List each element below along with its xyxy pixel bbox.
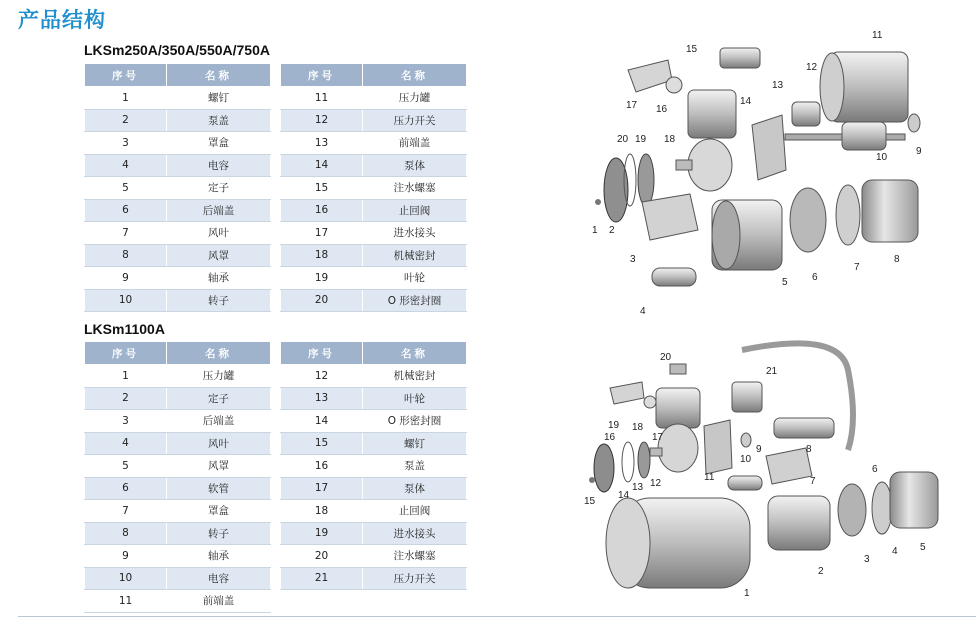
- bottom-divider: [18, 616, 976, 617]
- part-number-cell: 6: [85, 199, 167, 222]
- callout-label: 18: [632, 422, 644, 433]
- table-row: [85, 500, 271, 523]
- part-bearing: [908, 114, 920, 132]
- table-row: [281, 244, 467, 267]
- callout-label: 17: [652, 432, 664, 443]
- table-row: [281, 500, 467, 523]
- part-mechanical-seal: [650, 448, 662, 456]
- callout-label: 16: [656, 104, 668, 115]
- table-row: [281, 87, 467, 110]
- part-screw: [589, 477, 595, 483]
- callout-label: 7: [854, 262, 860, 273]
- part-inlet-connector: [610, 382, 644, 404]
- part-name-cell: 泵体: [363, 477, 467, 500]
- part-name-cell: 前端盖: [363, 132, 467, 155]
- part-cover-box: [642, 194, 698, 240]
- part-check-valve: [666, 77, 682, 93]
- part-number-cell: 18: [281, 244, 363, 267]
- part-pump-body: [656, 388, 700, 472]
- callout-label: 6: [812, 272, 818, 283]
- callout-label: 10: [740, 454, 752, 465]
- part-number-cell: 1: [85, 87, 167, 110]
- callout-label: 10: [876, 152, 888, 163]
- part-name-cell: 转子: [167, 522, 271, 545]
- table-row: [281, 545, 467, 568]
- part-fill-plug: [670, 364, 686, 374]
- callout-label: 14: [618, 490, 630, 501]
- table-row: [281, 387, 467, 410]
- table-row: [281, 432, 467, 455]
- table-row: [281, 455, 467, 478]
- table-row: [281, 410, 467, 433]
- part-name-cell: O 形密封圈: [363, 289, 467, 312]
- part-number-cell: 7: [85, 500, 167, 523]
- part-pump-body: [688, 90, 736, 191]
- part-front-end-cover: [704, 420, 732, 474]
- table-row: [281, 222, 467, 245]
- table-row: [85, 177, 271, 200]
- part-name-cell: 螺钉: [167, 87, 271, 110]
- part-name-cell: 定子: [167, 177, 271, 200]
- part-o-ring: [622, 442, 634, 482]
- table-row: [85, 590, 271, 613]
- part-number-cell: 13: [281, 132, 363, 155]
- part-number-cell: 12: [281, 109, 363, 132]
- part-number-cell: 11: [85, 590, 167, 613]
- part-name-cell: 轴承: [167, 545, 271, 568]
- parts-table-2-right: [280, 341, 467, 590]
- callout-label: 21: [766, 366, 778, 377]
- header-no: 序号: [85, 342, 167, 365]
- callout-label: 7: [810, 476, 816, 487]
- table-row: [281, 267, 467, 290]
- part-rotor: [774, 418, 834, 438]
- part-name-cell: 罩盒: [167, 500, 271, 523]
- header-name: 名称: [363, 342, 467, 365]
- part-name-cell: 后端盖: [167, 410, 271, 433]
- part-number-cell: 5: [85, 177, 167, 200]
- part-number-cell: 15: [281, 432, 363, 455]
- callout-label: 9: [916, 146, 922, 157]
- part-name-cell: 注水螺塞: [363, 545, 467, 568]
- part-name-cell: 风叶: [167, 222, 271, 245]
- part-pressure-tank: [820, 52, 908, 122]
- table-row: [85, 522, 271, 545]
- part-fan: [836, 185, 860, 245]
- part-name-cell: 风叶: [167, 432, 271, 455]
- part-number-cell: 10: [85, 289, 167, 312]
- part-name-cell: 进水接头: [363, 222, 467, 245]
- callout-label: 19: [635, 134, 647, 145]
- part-number-cell: 5: [85, 455, 167, 478]
- callout-label: 3: [864, 554, 870, 565]
- part-number-cell: 20: [281, 545, 363, 568]
- part-impeller: [638, 442, 650, 478]
- callout-label: 13: [632, 482, 644, 493]
- part-number-cell: 7: [85, 222, 167, 245]
- callout-label: 18: [664, 134, 676, 145]
- part-number-cell: 11: [281, 87, 363, 110]
- callout-label: 6: [872, 464, 878, 475]
- part-name-cell: 定子: [167, 387, 271, 410]
- part-name-cell: 泵盖: [363, 455, 467, 478]
- callout-label: 13: [772, 80, 784, 91]
- part-name-cell: 转子: [167, 289, 271, 312]
- part-number-cell: 14: [281, 410, 363, 433]
- part-number-cell: 4: [85, 432, 167, 455]
- part-name-cell: 螺钉: [363, 432, 467, 455]
- table-row: [85, 132, 271, 155]
- header-name: 名称: [167, 342, 271, 365]
- part-pressure-switch: [732, 382, 762, 412]
- part-name-cell: 风罩: [167, 455, 271, 478]
- table-row: [281, 132, 467, 155]
- table-row: [85, 109, 271, 132]
- part-mechanical-seal: [676, 160, 692, 170]
- part-pump-cover: [594, 444, 614, 492]
- callout-label: 8: [806, 444, 812, 455]
- part-number-cell: 13: [281, 387, 363, 410]
- table-row: [85, 477, 271, 500]
- table-row: [85, 545, 271, 568]
- callout-label: 20: [660, 352, 672, 363]
- table-row: [85, 289, 271, 312]
- part-name-cell: 进水接头: [363, 522, 467, 545]
- part-stator: [768, 496, 830, 550]
- part-name-cell: 电容: [167, 154, 271, 177]
- table-row: [281, 477, 467, 500]
- part-number-cell: 8: [85, 244, 167, 267]
- callout-label: 17: [626, 100, 638, 111]
- part-front-end-cover: [752, 115, 786, 180]
- callout-label: 11: [872, 30, 883, 41]
- parts-table-2-left: [84, 341, 271, 613]
- callout-label: 2: [609, 225, 615, 236]
- table-row: [85, 567, 271, 590]
- part-number-cell: 15: [281, 177, 363, 200]
- part-number-cell: 1: [85, 365, 167, 388]
- part-name-cell: 前端盖: [167, 590, 271, 613]
- section-title-2: LKSm1100A: [84, 321, 165, 337]
- table-row: [85, 244, 271, 267]
- table-row: [85, 199, 271, 222]
- part-name-cell: 叶轮: [363, 387, 467, 410]
- part-number-cell: 3: [85, 132, 167, 155]
- part-name-cell: 压力罐: [167, 365, 271, 388]
- part-rear-end-cover: [790, 188, 826, 252]
- callout-label: 9: [756, 444, 762, 455]
- part-name-cell: 后端盖: [167, 199, 271, 222]
- part-number-cell: 20: [281, 289, 363, 312]
- part-number-cell: 2: [85, 109, 167, 132]
- table-row: [85, 387, 271, 410]
- parts-table-1-left: [84, 63, 271, 312]
- callout-label: 14: [740, 96, 752, 107]
- callout-label: 5: [920, 542, 926, 553]
- part-name-cell: 电容: [167, 567, 271, 590]
- callout-label: 19: [608, 420, 620, 431]
- part-number-cell: 4: [85, 154, 167, 177]
- callout-label: 1: [744, 588, 750, 599]
- part-stator: [712, 200, 782, 270]
- part-fan-cover: [890, 472, 938, 528]
- exploded-diagram-1: [580, 30, 970, 320]
- part-name-cell: 叶轮: [363, 267, 467, 290]
- part-number-cell: 8: [85, 522, 167, 545]
- table-row: [85, 410, 271, 433]
- part-fan-cover: [862, 180, 918, 242]
- table-row: [281, 199, 467, 222]
- callout-label: 2: [818, 566, 824, 577]
- table-row: [281, 289, 467, 312]
- header-name: 名称: [363, 64, 467, 87]
- part-fan: [872, 482, 892, 534]
- part-capacitor: [652, 268, 696, 286]
- table-row: [281, 365, 467, 388]
- part-name-cell: 注水螺塞: [363, 177, 467, 200]
- part-number-cell: 17: [281, 477, 363, 500]
- part-number-cell: 3: [85, 410, 167, 433]
- table-row: [281, 522, 467, 545]
- header-no: 序号: [281, 64, 363, 87]
- table-row: [281, 177, 467, 200]
- part-inlet-connector: [628, 60, 672, 92]
- part-number-cell: 21: [281, 567, 363, 590]
- part-pressure-tank: [606, 498, 750, 588]
- part-bearing: [741, 433, 751, 447]
- page-title: 产品结构: [18, 8, 106, 32]
- part-name-cell: 压力罐: [363, 87, 467, 110]
- table-row: [85, 365, 271, 388]
- part-capacitor: [728, 476, 762, 490]
- section-title-1: LKSm250A/350A/550A/750A: [84, 42, 270, 58]
- part-number-cell: 9: [85, 545, 167, 568]
- callout-label: 5: [782, 277, 788, 288]
- callout-label: 4: [640, 306, 646, 317]
- table-row: [281, 567, 467, 590]
- callout-label: 20: [617, 134, 629, 145]
- header-no: 序号: [281, 342, 363, 365]
- header-no: 序号: [85, 64, 167, 87]
- table-row: [281, 109, 467, 132]
- part-name-cell: 罩盒: [167, 132, 271, 155]
- part-name-cell: 压力开关: [363, 567, 467, 590]
- header-name: 名称: [167, 64, 271, 87]
- part-number-cell: 6: [85, 477, 167, 500]
- part-name-cell: 风罩: [167, 244, 271, 267]
- table-row: [85, 455, 271, 478]
- table-row: [85, 87, 271, 110]
- part-name-cell: 止回阀: [363, 500, 467, 523]
- table-row: [85, 222, 271, 245]
- callout-label: 12: [650, 478, 662, 489]
- exploded-diagram-2: [580, 330, 970, 614]
- callout-label: 16: [604, 432, 616, 443]
- callout-label: 15: [584, 496, 596, 507]
- table-row: [85, 432, 271, 455]
- parts-table-1-right: [280, 63, 467, 312]
- part-number-cell: 12: [281, 365, 363, 388]
- part-name-cell: O 形密封圈: [363, 410, 467, 433]
- part-check-valve: [644, 396, 656, 408]
- part-number-cell: 18: [281, 500, 363, 523]
- part-name-cell: 泵盖: [167, 109, 271, 132]
- part-number-cell: 2: [85, 387, 167, 410]
- callout-label: 1: [592, 225, 598, 236]
- callout-label: 3: [630, 254, 636, 265]
- part-screw: [595, 199, 601, 205]
- part-impeller: [638, 154, 654, 206]
- part-name-cell: 压力开关: [363, 109, 467, 132]
- part-rear-end-cover: [838, 484, 866, 536]
- table-row: [85, 267, 271, 290]
- part-number-cell: 10: [85, 567, 167, 590]
- callout-label: 11: [704, 472, 715, 483]
- part-name-cell: 轴承: [167, 267, 271, 290]
- part-name-cell: 止回阀: [363, 199, 467, 222]
- part-name-cell: 泵体: [363, 154, 467, 177]
- callout-label: 4: [892, 546, 898, 557]
- part-number-cell: 17: [281, 222, 363, 245]
- table-row: [85, 154, 271, 177]
- part-number-cell: 14: [281, 154, 363, 177]
- part-number-cell: 16: [281, 199, 363, 222]
- part-name-cell: 机械密封: [363, 365, 467, 388]
- part-number-cell: 19: [281, 267, 363, 290]
- part-fill-plug: [720, 48, 760, 68]
- callout-label: 8: [894, 254, 900, 265]
- callout-label: 12: [806, 62, 818, 73]
- part-number-cell: 16: [281, 455, 363, 478]
- part-number-cell: 19: [281, 522, 363, 545]
- part-pressure-switch: [792, 102, 820, 126]
- part-name-cell: 机械密封: [363, 244, 467, 267]
- part-name-cell: 软管: [167, 477, 271, 500]
- part-number-cell: 9: [85, 267, 167, 290]
- table-row: [281, 154, 467, 177]
- callout-label: 15: [686, 44, 698, 55]
